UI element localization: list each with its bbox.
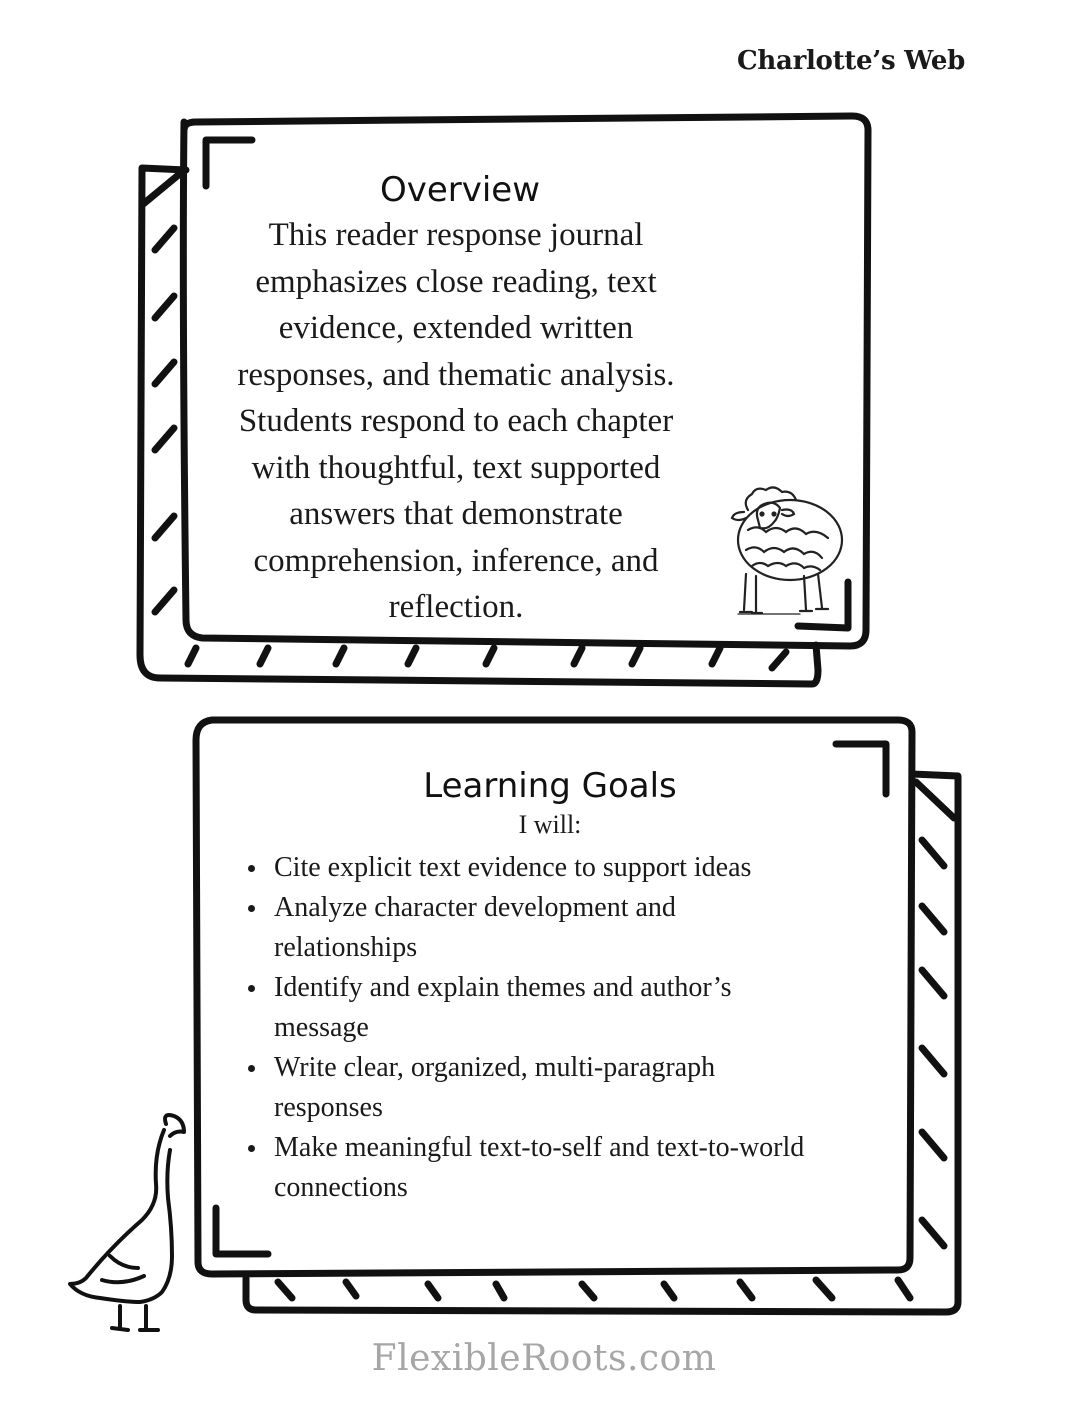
goose-illustration <box>70 1115 184 1330</box>
overview-line: responses, and thematic analysis. <box>237 356 675 393</box>
footer-website: FlexibleRoots.com <box>371 1338 717 1379</box>
goal-line: responses <box>274 1092 383 1123</box>
overview-heading: Overview <box>379 170 541 210</box>
goal-line: Make meaningful text-to-self and text-to-world <box>274 1132 805 1163</box>
goal-line: message <box>274 1012 369 1043</box>
list-item <box>240 1048 880 1128</box>
list-item <box>240 848 880 888</box>
overview-line: with thoughtful, text supported <box>251 449 661 486</box>
list-item <box>240 968 880 1048</box>
goal-line: Analyze character development and <box>274 892 676 923</box>
overview-body <box>186 212 726 631</box>
list-item <box>240 888 880 968</box>
overview-line: answers that demonstrate <box>289 496 623 532</box>
goal-line: relationships <box>274 932 418 963</box>
learning-goals-box <box>240 766 880 1208</box>
overview-line: Students respond to each chapter <box>238 403 674 439</box>
goal-line: Write clear, organized, multi-paragraph <box>274 1052 716 1083</box>
overview-box <box>186 170 726 631</box>
overview-line: reflection. <box>388 589 524 625</box>
learning-goals-intro: I will: <box>518 810 582 839</box>
goal-line: Cite explicit text evidence to support ideas <box>274 852 752 883</box>
overview-line: emphasizes close reading, text <box>255 263 657 300</box>
goal-line: Identify and explain themes and author’s <box>274 972 732 1003</box>
learning-goals-heading: Learning Goals <box>423 766 677 806</box>
goal-line: connections <box>274 1172 408 1203</box>
overview-line: comprehension, inference, and <box>253 542 659 579</box>
overview-line: This reader response journal <box>268 217 644 253</box>
learning-goals-list <box>240 848 880 1208</box>
overview-line: evidence, extended written <box>278 310 634 346</box>
sheep-illustration <box>732 487 842 614</box>
book-title: Charlotte’s Web <box>737 46 965 76</box>
list-item <box>240 1128 880 1208</box>
